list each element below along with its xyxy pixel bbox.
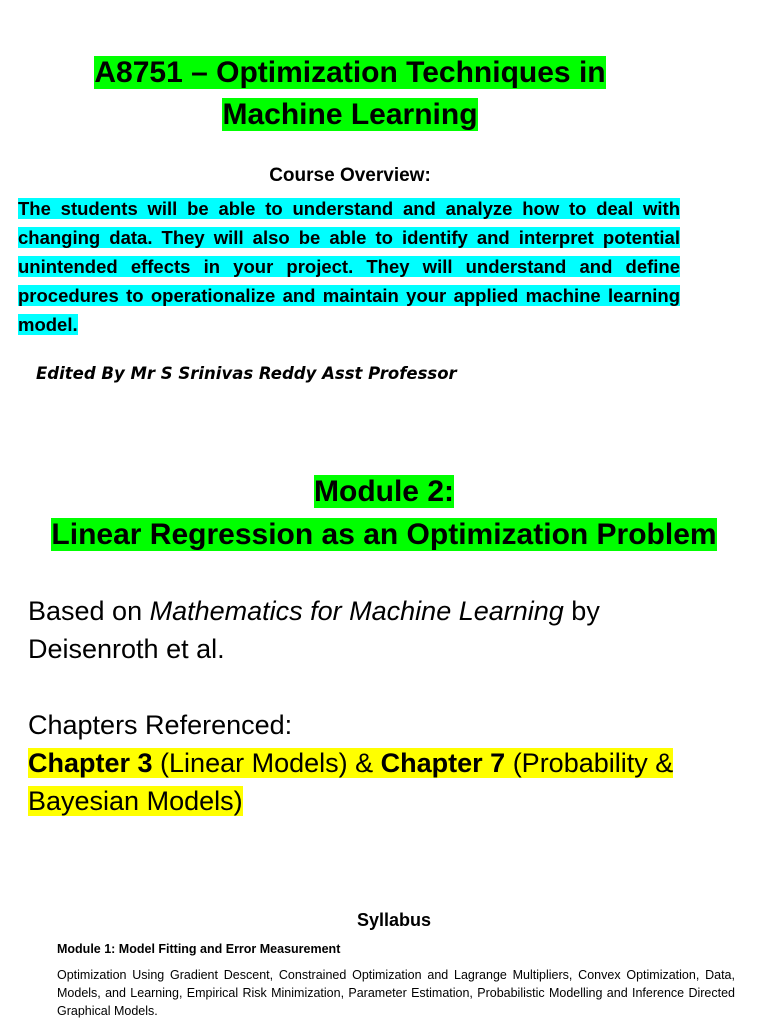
editor-credit: Edited By Mr S Srinivas Reddy Asst Professor: [36, 364, 457, 383]
course-overview-text: [18, 194, 680, 339]
module-heading-line-2: Linear Regression as an Optimization Problem: [51, 518, 717, 551]
syllabus-module-title: Module 1: Model Fitting and Error Measurement: [57, 942, 341, 956]
title-line-1: A8751 – Optimization Techniques in: [94, 56, 606, 89]
document-title: [0, 52, 700, 136]
course-overview-body: The students will be able to understand and analyze how to deal with changing data. They will also be able to identify and interpret potential unintended effects in your project. They will understand and define procedures to operationalize and maintain your applied machine learning model.: [18, 198, 680, 335]
source-suffix: by Deisenroth et al.: [28, 596, 600, 664]
chapter-3-desc: (Linear Models) &: [152, 748, 381, 778]
course-overview-heading: Course Overview:: [269, 165, 431, 186]
chapters-referenced: [28, 706, 740, 820]
source-reference: [28, 592, 728, 668]
chapter-7-desc: (Probability & Bayesian Models): [28, 748, 674, 816]
source-prefix: Based on: [28, 596, 150, 626]
module-heading: [0, 470, 768, 556]
source-book-title: Mathematics for Machine Learning: [149, 596, 564, 626]
chapter-3-label: Chapter 3: [28, 748, 153, 778]
syllabus-heading: Syllabus: [356, 910, 432, 930]
module-heading-line-1: Module 2:: [314, 475, 454, 508]
chapters-list: [28, 748, 673, 816]
syllabus-module-text: Optimization Using Gradient Descent, Constrained Optimization and Lagrange Multipliers, Convex Optimization, Data, Models, and Learning, Empirical Risk Minimization, Parameter Estimation, Probabilistic Modelling and Inference Directed Graphical Models.: [57, 968, 735, 1018]
chapter-7-label: Chapter 7: [380, 748, 506, 778]
chapters-heading: Chapters Referenced:: [28, 710, 293, 740]
title-line-2: Machine Learning: [222, 98, 478, 131]
